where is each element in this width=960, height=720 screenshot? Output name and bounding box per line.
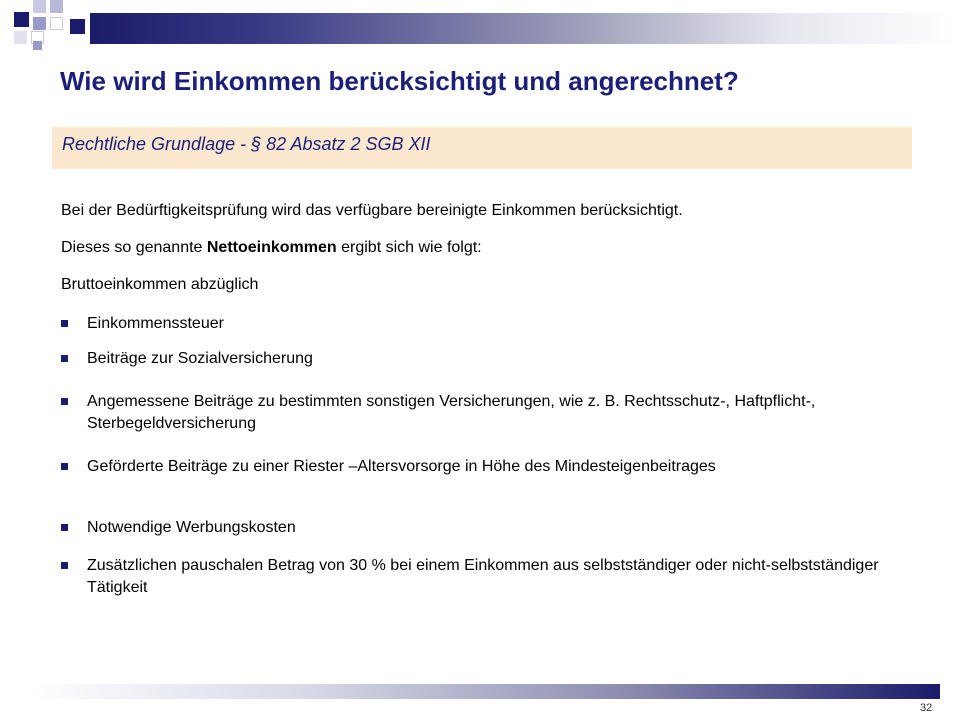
square-bullet-icon xyxy=(61,320,68,327)
list-item-text: Einkommenssteuer xyxy=(87,315,224,332)
list-item-text: Geförderte Beiträge zu einer Riester –Altersvorsorge in Höhe des Mindesteigenbeitrages xyxy=(87,458,716,475)
square-bullet-icon xyxy=(61,463,68,470)
corner-square-9 xyxy=(70,19,85,34)
square-bullet-icon xyxy=(61,524,68,531)
header-gradient-bar xyxy=(90,13,956,44)
corner-square-3 xyxy=(50,0,63,13)
list-item-text: Beiträge zur Sozialversicherung xyxy=(87,350,313,367)
corner-square-2 xyxy=(33,0,46,13)
footer-gradient-bar xyxy=(30,684,940,699)
net-income-text-before: Dieses so genannte xyxy=(61,239,207,256)
square-bullet-icon xyxy=(61,398,68,405)
gross-income-label: Bruttoeinkommen abzüglich xyxy=(61,276,259,293)
corner-square-5 xyxy=(50,17,63,30)
list-item-text: Angemessene Beiträge zu bestimmten sonstigen Versicherungen, wie z. B. Rechtsschutz-, Haftpflicht-, Sterbegeldversicherung xyxy=(87,393,816,432)
intro-paragraph: Bei der Bedürftigkeitsprüfung wird das verfügbare bereinigte Einkommen berücksichtigt. xyxy=(61,202,683,219)
page-number: 32 xyxy=(920,702,933,714)
corner-square-6 xyxy=(14,31,27,44)
square-bullet-icon xyxy=(61,562,68,569)
corner-square-4 xyxy=(33,17,46,30)
slide-subtitle: Rechtliche Grundlage - § 82 Absatz 2 SGB XII xyxy=(62,134,431,154)
slide-title: Wie wird Einkommen berücksichtigt und angerechnet? xyxy=(60,66,739,96)
corner-square-8 xyxy=(33,41,42,50)
list-item-text: Notwendige Werbungskosten xyxy=(87,519,296,536)
square-bullet-icon xyxy=(61,355,68,362)
net-income-text-after: ergibt sich wie folgt: xyxy=(336,239,482,256)
net-income-paragraph xyxy=(61,237,482,259)
list-item-text: Zusätzlichen pauschalen Betrag von 30 % bei einem Einkommen aus selbstständiger oder nicht-selbstständiger Tätigkeit xyxy=(87,557,879,596)
subtitle-band xyxy=(52,127,912,169)
corner-square-1 xyxy=(14,12,29,27)
net-income-term: Nettoeinkommen xyxy=(206,239,337,256)
